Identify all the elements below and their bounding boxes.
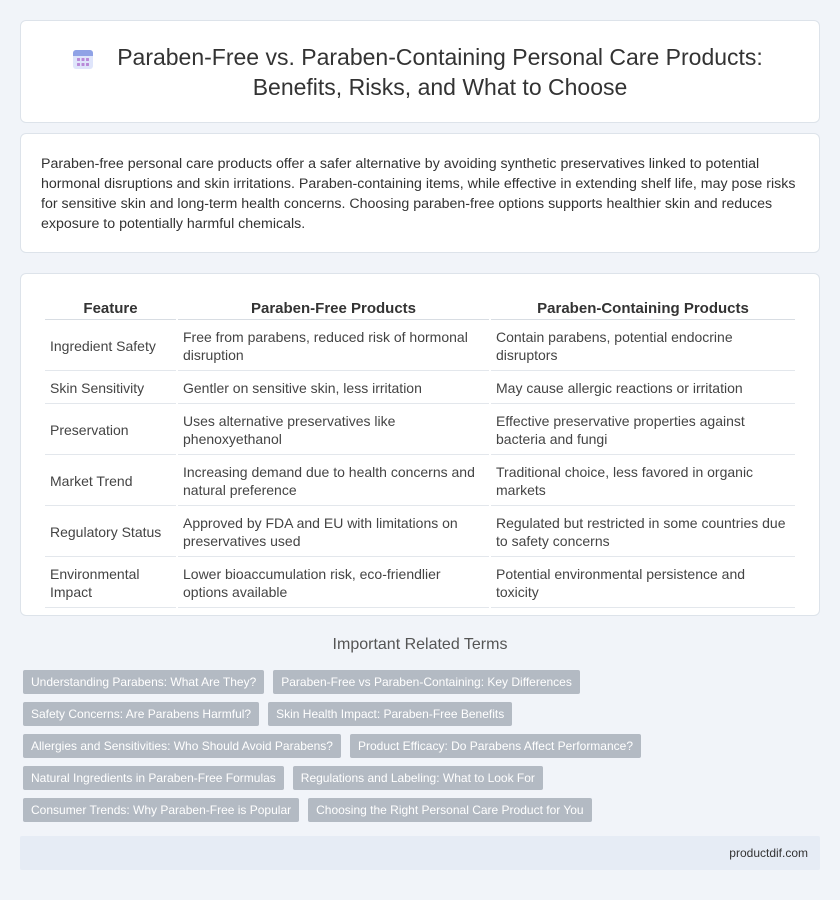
paraben-containing-cell: Contain parabens, potential endocrine disruptors xyxy=(491,322,795,371)
table-row xyxy=(45,457,795,506)
page-title: Paraben-Free vs. Paraben-Containing Personal Care Products: Benefits, Risks, and What to Choose xyxy=(117,43,763,100)
paraben-free-cell: Free from parabens, reduced risk of hormonal disruption xyxy=(178,322,489,371)
table-row xyxy=(45,322,795,371)
intro-card xyxy=(20,133,820,253)
related-term-link[interactable]: Skin Health Impact: Paraben-Free Benefits xyxy=(268,702,512,726)
table-header-row xyxy=(45,296,795,320)
table-row xyxy=(45,406,795,455)
feature-cell: Preservation xyxy=(45,406,176,455)
related-term-link[interactable]: Choosing the Right Personal Care Product for You xyxy=(308,798,592,822)
paraben-free-cell: Increasing demand due to health concerns and natural preference xyxy=(178,457,489,506)
related-term-link[interactable]: Paraben-Free vs Paraben-Containing: Key Differences xyxy=(273,670,580,694)
header-feature: Feature xyxy=(45,296,176,320)
comparison-table xyxy=(43,294,797,610)
footer-site-link[interactable]: productdif.com xyxy=(729,846,808,860)
intro-paragraph: Paraben-free personal care products offer a safer alternative by avoiding synthetic preservatives linked to potential hormonal disruptions and skin irritations. Paraben-containing items, while effective in extending shelf life, may pose risks for sensitive skin and long-term health concerns. Choosing paraben-free options supports healthier skin and reduces exposure to potentially harmful chemicals. xyxy=(41,156,796,232)
related-terms-list xyxy=(23,670,823,830)
related-term-link[interactable]: Regulations and Labeling: What to Look For xyxy=(293,766,543,790)
paraben-free-cell: Gentler on sensitive skin, less irritation xyxy=(178,373,489,404)
related-term-link[interactable]: Consumer Trends: Why Paraben-Free is Popular xyxy=(23,798,299,822)
table-row xyxy=(45,508,795,557)
feature-cell: Skin Sensitivity xyxy=(45,373,176,404)
paraben-containing-cell: Traditional choice, less favored in organic markets xyxy=(491,457,795,506)
related-term-link[interactable]: Safety Concerns: Are Parabens Harmful? xyxy=(23,702,259,726)
paraben-containing-cell: May cause allergic reactions or irritation xyxy=(491,373,795,404)
footer xyxy=(20,836,820,870)
paraben-containing-cell: Potential environmental persistence and toxicity xyxy=(491,559,795,608)
paraben-free-cell: Lower bioaccumulation risk, eco-friendlier options available xyxy=(178,559,489,608)
feature-cell: Market Trend xyxy=(45,457,176,506)
feature-cell: Environmental Impact xyxy=(45,559,176,608)
paraben-containing-cell: Regulated but restricted in some countries due to safety concerns xyxy=(491,508,795,557)
related-term-link[interactable]: Allergies and Sensitivities: Who Should Avoid Parabens? xyxy=(23,734,341,758)
paraben-containing-cell: Effective preservative properties against bacteria and fungi xyxy=(491,406,795,455)
comparison-table-card xyxy=(20,273,820,616)
header-paraben-free: Paraben-Free Products xyxy=(178,296,489,320)
related-term-link[interactable]: Natural Ingredients in Paraben-Free Formulas xyxy=(23,766,284,790)
table-row xyxy=(45,559,795,608)
feature-cell: Ingredient Safety xyxy=(45,322,176,371)
header-card xyxy=(20,20,820,123)
related-term-link[interactable]: Product Efficacy: Do Parabens Affect Performance? xyxy=(350,734,641,758)
feature-cell: Regulatory Status xyxy=(45,508,176,557)
header-paraben-containing: Paraben-Containing Products xyxy=(491,296,795,320)
table-row xyxy=(45,373,795,404)
paraben-free-cell: Approved by FDA and EU with limitations on preservatives used xyxy=(178,508,489,557)
related-term-link[interactable]: Understanding Parabens: What Are They? xyxy=(23,670,264,694)
related-terms-heading: Important Related Terms xyxy=(332,636,508,653)
paraben-free-cell: Uses alternative preservatives like phenoxyethanol xyxy=(178,406,489,455)
